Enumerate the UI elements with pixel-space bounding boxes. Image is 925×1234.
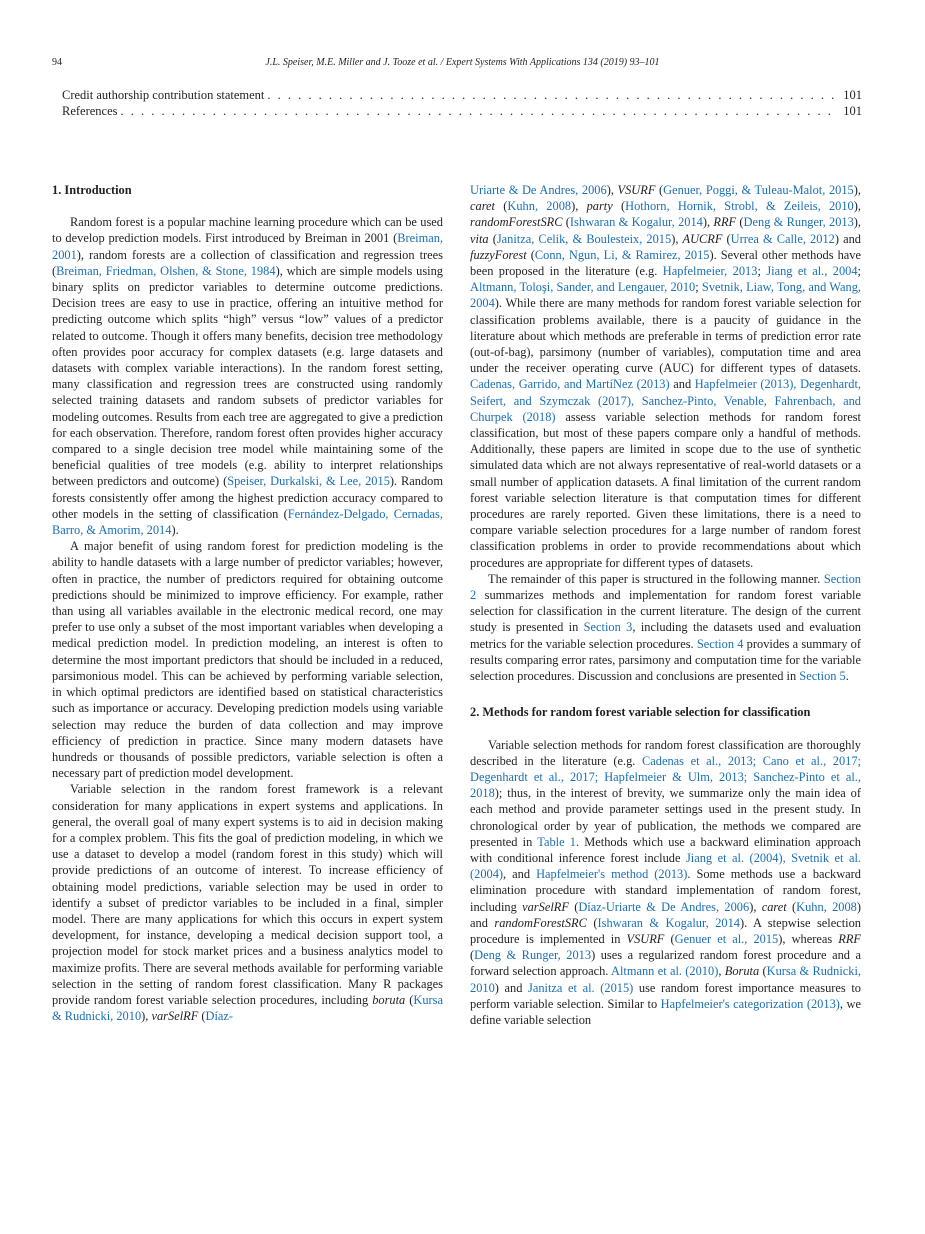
citation-link[interactable]: Genuer, Poggi, & Tuleau-Malot, 2015 [663, 183, 854, 197]
table-link[interactable]: Table 1 [537, 834, 576, 849]
citation-link[interactable]: Jiang et al. (2004), Svetnik et al. (2004) [470, 850, 861, 882]
citation-link[interactable]: Díaz-Uriarte & De Andres, 2006 [578, 899, 750, 914]
citation-link[interactable]: Kuhn, 2008 [507, 199, 572, 214]
citation-link[interactable]: Hapfelmeier's method (2013) [536, 867, 688, 882]
citation-link[interactable]: Fernández-Delgado, Cernadas, Barro, & Amorim, 2014 [52, 506, 443, 538]
citation-link[interactable]: Altmann et al. (2010) [611, 964, 719, 979]
citation-link[interactable]: Hapfelmeier, 2013 [662, 264, 758, 279]
section-link[interactable]: Section 4 [696, 636, 744, 651]
citation-link[interactable]: Kuhn, 2008 [796, 899, 857, 914]
page-number: 94 [52, 57, 62, 68]
toc-entry-page: 101 [843, 104, 862, 118]
citation-link[interactable]: Genuer et al., 2015 [674, 931, 779, 946]
paragraph: Random forest is a popular machine learning procedure which can be used to develop prediction models. First introduced by Breiman in 2001 (Breiman, 2001), random forests are a collection of classification and regression trees (Breiman, Friedman, Olshen, & Stone, 1984), which are simple models using binary splits on predictor variables to determine outcome predictions. Decision trees are easy to use in practice, offering an intuitive method for predicting outcome which splits “high” versus “low” values of a predictor related to outcome. Though it offers many benefits, decision tree methodology often provides poor accuracy for complex datasets (e.g. large datasets and datasets with complex variable interactions). In the random forest setting, many classification and regression trees are constructed using randomly selected training datasets and random subsets of predictor variables for modeling outcomes. Results from each tree are aggregated to give a prediction for each observation. Therefore, random forest often provides higher accuracy compared to a single decision tree model while maintaining some of the beneficial qualities of tree models (e.g. ability to interpret relationships between predictors and outcome) (Speiser, Durkalski, & Lee, 2015). Random forests consistently offer among the highest prediction accuracy compared to other models in the setting of classification (Fernández-Delgado, Cernadas, Barro, & Amorim, 2014). [52, 215, 443, 538]
section-heading-methods: 2. Methods for random forest variable selection for classification [470, 705, 811, 720]
citation-link[interactable]: Urrea & Calle, 2012 [730, 231, 835, 246]
running-header: J.L. Speiser, M.E. Miller and J. Tooze et al. / Expert Systems With Applications 134 (2019) 93–101 [265, 57, 660, 68]
citation-link[interactable]: Hapfelmeier (2013), Degenhardt, Seifert, and Szymczak (2017), Sanchez-Pinto, Venable, Fahrenbach, and Churpek (2018) [470, 377, 862, 424]
table-of-contents [62, 88, 862, 120]
section-heading-introduction: 1. Introduction [52, 183, 132, 197]
citation-link[interactable]: Breiman, 2001 [52, 231, 443, 262]
citation-link[interactable]: Janitza, Celik, & Boulesteix, 2015 [496, 231, 672, 246]
toc-entry-page: 101 [843, 88, 862, 102]
toc-entry[interactable] [62, 88, 862, 104]
citation-link[interactable]: Conn, Ngun, Li, & Ramirez, 2015 [534, 247, 710, 262]
citation-link[interactable]: Cadenas et al., 2013; Cano et al., 2017; Degenhardt et al., 2017; Hapfelmeier & Ulm, 2013; Sanchez-Pinto et al., 2018 [470, 753, 861, 801]
paragraph: Variable selection methods for random forest classification are thoroughly described in the literature (e.g. Cadenas et al., 2013; Cano et al., 2017; Degenhardt et al., 2017; Hapfelmeier & Ulm, 2013; Sanchez-Pinto et al., 2018); thus, in the interest of brevity, we summarize only the main idea of each method and provide parameter settings used in the present study. In chronological order by year of publication, the methods we compared are presented in Table 1. Methods which use a backward elimination approach with conditional inference forest include Jiang et al. (2004), Svetnik et al. (2004), and Hapfelmeier's method (2013). Some methods use a backward elimination procedure with standard implementation of random forest, including varSelRF (Díaz-Uriarte & De Andres, 2006), caret (Kuhn, 2008) and randomForestSRC (Ishwaran & Kogalur, 2014). A stepwise selection procedure is implemented in VSURF (Genuer et al., 2015), whereas RRF (Deng & Runger, 2013) uses a regularized random forest procedure and a forward selection approach. Altmann et al. (2010), Boruta (Kursa & Rudnicki, 2010) and Janitza et al. (2015) use random forest importance measures to perform variable selection. Similar to Hapfelmeier's categorization (2013), we define variable selection [470, 737, 862, 1027]
citation-link[interactable]: Deng & Runger, 2013 [474, 948, 592, 963]
citation-link[interactable]: Cadenas, Garrido, and MartíNez (2013) [470, 377, 670, 392]
citation-link[interactable]: Deng & Runger, 2013 [743, 215, 854, 230]
toc-entry-label: Credit authorship contribution statement [62, 88, 265, 102]
citation-link[interactable]: Svetnik, Liaw, Tong, and Wang, 2004 [470, 280, 861, 311]
citation-link[interactable]: Hapfelmeier's categorization (2013) [660, 996, 840, 1011]
section-link[interactable]: Section 5 [799, 669, 846, 684]
right-column [470, 182, 861, 1028]
citation-link[interactable]: Hothorn, Hornik, Strobl, & Zeileis, 2010 [625, 199, 854, 214]
citation-link[interactable]: Uriarte & De Andres, 2006 [470, 183, 607, 197]
paragraph: Uriarte & De Andres, 2006), VSURF (Genuer, Poggi, & Tuleau-Malot, 2015), caret (Kuhn, 2008), party (Hothorn, Hornik, Strobl, & Zeileis, 2010), randomForestSRC (Ishwaran & Kogalur, 2014), RRF (Deng & Runger, 2013), vita (Janitza, Celik, & Boulesteix, 2015), AUCRF (Urrea & Calle, 2012) and fuzzyForest (Conn, Ngun, Li, & Ramirez, 2015). Several other methods have been proposed in the literature (e.g. Hapfelmeier, 2013; Jiang et al., 2004; Altmann, Toloşi, Sander, and Lengauer, 2010; Svetnik, Liaw, Tong, and Wang, 2004). While there are many methods for random forest variable selection for classification problems available, there is a paucity of guidance in the literature about which methods are preferable in terms of prediction error rate (out-of-bag), parsimony (number of variables), computation time and area under the receiver operating curve (AUC) for different types of datasets. Cadenas, Garrido, and MartíNez (2013) and Hapfelmeier (2013), Degenhardt, Seifert, and Szymczak (2017), Sanchez-Pinto, Venable, Fahrenbach, and Churpek (2018) assess variable selection methods for random forest classification, but most of these papers compare only a handful of methods. Additionally, these papers are limited in scope due to the use of synthetic simulated data which are not always representative of real-world datasets or a small number of application datasets. A final limitation of the current random forest variable selection literature is that computation times for different procedures are rarely reported. Given these limitations, there is a need to compare variable selection procedures for a large number of random forest classification problems in order to provide recommendations about which procedures are appropriate for different types of datasets. [470, 183, 862, 570]
citation-link[interactable]: Speiser, Durkalski, & Lee, 2015 [227, 474, 390, 489]
paragraph: A major benefit of using random forest for prediction modeling is the ability to handle datasets with a large number of predictor variables; however, often in practice, the number of predictors required for obtaining outcome predictions should be minimized to improve efficiency. For example, rather than using all variables available in the electronic medical record, one may prefer to use only a subset of the most important variables when developing a medical prediction model. In prediction modeling, an interest is often to determine the most important predictors that should be included in a reduced, parsimonious model. This can be achieved by performing variable selection, in which optimal predictors are identified based on statistical characteristics such as importance or accuracy. Developing prediction models using variable selection may reduce the burden of data collection and may improve efficiency of prediction in practice. Since many modern datasets have hundreds or thousands of possible predictors, variable selection is often a necessary part of prediction model development. [52, 539, 443, 781]
section-link[interactable]: Section 2 [470, 571, 861, 603]
paragraph: Variable selection in the random forest framework is a relevant consideration for many applications in expert systems and applications. In general, the overall goal of many expert systems is to aid in decision making for a complex problem. This fits the goal of prediction modeling, in which we use a dataset to develop a model (random forest in this study) which will provide predictions of an outcome of interest. To increase efficiency of obtaining model predictions, variable selection may be used in order to identify a subset of predictor variables to be included in a final, simpler model. There are many applications for which this occurs in expert system development, for instance, developing a medical decision support tool, a projection model for stock market prices and a business analytics model to maximize profits. There are several methods available for performing variable selection in the setting of random forest classification. Many R packages provide random forest variable selection procedures, including boruta (Kursa & Rudnicki, 2010), varSelRF (Díaz- [52, 782, 443, 1024]
toc-entry[interactable] [62, 104, 862, 120]
section-link[interactable]: Section 3 [583, 620, 633, 635]
citation-link[interactable]: Jiang et al., 2004 [766, 264, 858, 279]
citation-link[interactable]: Ishwaran & Kogalur, 2014 [569, 215, 703, 230]
citation-link[interactable]: Díaz- [205, 1009, 234, 1024]
citation-link[interactable]: Breiman, Friedman, Olshen, & Stone, 1984 [56, 263, 276, 278]
citation-link[interactable]: Altmann, Toloşi, Sander, and Lengauer, 2010 [470, 280, 696, 295]
citation-link[interactable]: Ishwaran & Kogalur, 2014 [597, 915, 741, 930]
left-column [52, 182, 443, 1024]
paragraph: The remainder of this paper is structured in the following manner. Section 2 summarizes methods and implementation for random forest variable selection for classification in the current literature. The design of the current study is presented in Section 3, including the datasets used and evaluation metrics for the variable selection procedures. Section 4 provides a summary of results comparing error rates, parsimony and computation time for the variable selection procedures. Discussion and conclusions are presented in Section 5. [470, 571, 861, 684]
citation-link[interactable]: Kursa & Rudnicki, 2010 [470, 964, 862, 995]
citation-link[interactable]: Janitza et al. (2015) [528, 980, 634, 995]
toc-entry-label: References [62, 104, 118, 118]
citation-link[interactable]: Kursa & Rudnicki, 2010 [52, 992, 443, 1024]
